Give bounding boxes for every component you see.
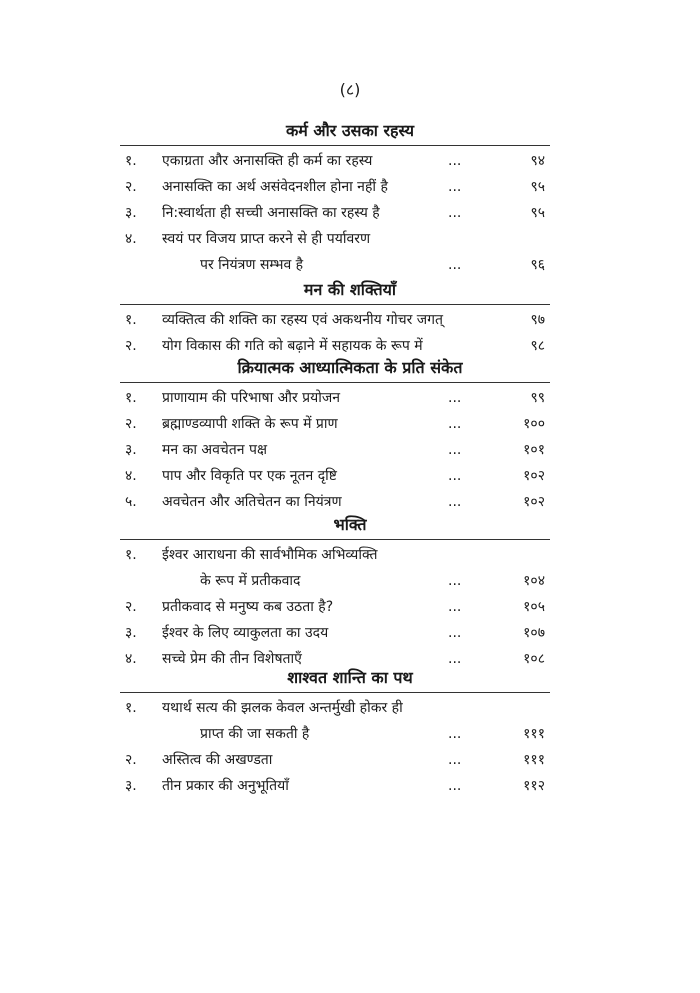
- entry-number: ३.: [125, 442, 137, 458]
- entry-page-number: १११: [523, 726, 545, 742]
- entry-title: नि:स्वार्थता ही सच्ची अनासक्ति का रहस्य है: [162, 205, 380, 221]
- entry-number: १.: [125, 312, 137, 328]
- toc-entry: [0, 542, 700, 568]
- toc-entry: [0, 200, 700, 226]
- toc-entry: [0, 411, 700, 437]
- toc-entry: [0, 148, 700, 174]
- entry-number: ४.: [125, 231, 137, 247]
- entry-leader-dots: ...: [448, 752, 462, 768]
- entry-page-number: ९५: [530, 179, 545, 195]
- entry-leader-dots: ...: [448, 416, 462, 432]
- entry-leader-dots: ...: [448, 205, 462, 221]
- entry-leader-dots: ...: [448, 442, 462, 458]
- entry-page-number: ११२: [523, 778, 545, 794]
- entry-page-number: १०४: [523, 573, 545, 589]
- toc-entry: [0, 385, 700, 411]
- toc-entry-continuation: [0, 568, 700, 594]
- section-divider: [120, 539, 550, 540]
- entry-title: योग विकास की गति को बढ़ाने में सहायक के रूप में: [162, 338, 423, 354]
- entry-leader-dots: ...: [448, 494, 462, 510]
- section-title: मन की शक्तियाँ: [303, 280, 397, 299]
- entry-number: १.: [125, 153, 137, 169]
- toc-entry: [0, 620, 700, 646]
- toc-entry: [0, 437, 700, 463]
- entry-leader-dots: ...: [448, 390, 462, 406]
- entry-title: स्वयं पर विजय प्राप्त करने से ही पर्यावरण: [162, 231, 371, 247]
- entry-number: १.: [125, 390, 137, 406]
- entry-leader-dots: ...: [448, 726, 462, 742]
- entry-title: व्यक्तित्व की शक्ति का रहस्य एवं अकथनीय गोचर जगत्: [162, 312, 444, 328]
- entry-page-number: १००: [523, 416, 545, 432]
- toc-section: [0, 665, 700, 799]
- toc-section: [0, 277, 700, 359]
- entry-page-number: ९७: [530, 312, 545, 328]
- section-title: भक्ति: [333, 515, 367, 534]
- entry-title: एकाग्रता और अनासक्ति ही कर्म का रहस्य: [162, 153, 373, 169]
- entry-page-number: ९९: [530, 390, 545, 406]
- entry-title: प्रतीकवाद से मनुष्य कब उठता है?: [162, 599, 334, 615]
- entry-title-continuation: प्राप्त की जा सकती है: [200, 726, 310, 742]
- entry-number: २.: [125, 752, 137, 768]
- section-divider: [120, 145, 550, 146]
- entry-title-continuation: पर नियंत्रण सम्भव है: [200, 257, 304, 273]
- toc-entry: [0, 747, 700, 773]
- entry-leader-dots: ...: [448, 468, 462, 484]
- entry-title: अनासक्ति का अर्थ असंवेदनशील होना नहीं है: [162, 179, 388, 195]
- entry-leader-dots: ...: [448, 573, 462, 589]
- entry-leader-dots: ...: [448, 153, 462, 169]
- entry-title: मन का अवचेतन पक्ष: [162, 442, 267, 458]
- entry-title: अवचेतन और अतिचेतन का नियंत्रण: [162, 494, 342, 510]
- section-divider: [120, 692, 550, 693]
- page-number: (८): [339, 80, 361, 99]
- entry-page-number: १०७: [523, 625, 545, 641]
- toc-entry: [0, 463, 700, 489]
- toc-entry-continuation: [0, 252, 700, 278]
- toc-entry: [0, 226, 700, 252]
- entry-number: १.: [125, 700, 137, 716]
- section-divider: [120, 382, 550, 383]
- entry-number: २.: [125, 599, 137, 615]
- entry-title: प्राणायाम की परिभाषा और प्रयोजन: [162, 390, 341, 406]
- entry-number: ५.: [125, 494, 137, 510]
- entry-page-number: ९६: [530, 257, 545, 273]
- entry-title: तीन प्रकार की अनुभूतियाँ: [162, 778, 289, 794]
- entry-page-number: १०२: [523, 494, 545, 510]
- toc-entry: [0, 773, 700, 799]
- toc-entry: [0, 174, 700, 200]
- entry-page-number: ९५: [530, 205, 545, 221]
- entry-page-number: ९८: [530, 338, 545, 354]
- toc-entry-continuation: [0, 721, 700, 747]
- entry-page-number: १०८: [523, 651, 545, 667]
- entry-number: ३.: [125, 625, 137, 641]
- toc-section: [0, 512, 700, 672]
- entry-number: १.: [125, 547, 137, 563]
- entry-title: सच्चे प्रेम की तीन विशेषताएँ: [162, 651, 302, 667]
- entry-number: ३.: [125, 205, 137, 221]
- entry-page-number: १११: [523, 752, 545, 768]
- entry-title: पाप और विकृति पर एक नूतन दृष्टि: [162, 468, 337, 484]
- section-title: क्रियात्मक आध्यात्मिकता के प्रति संकेत: [237, 358, 463, 377]
- entry-number: ४.: [125, 651, 137, 667]
- entry-leader-dots: ...: [448, 257, 462, 273]
- toc-entry: [0, 695, 700, 721]
- entry-page-number: १०१: [523, 442, 545, 458]
- section-divider: [120, 304, 550, 305]
- entry-page-number: ९४: [530, 153, 545, 169]
- entry-title: यथार्थ सत्य की झलक केवल अन्तर्मुखी होकर ही: [162, 700, 403, 716]
- entry-number: २.: [125, 179, 137, 195]
- entry-page-number: १०५: [523, 599, 545, 615]
- toc-section: [0, 118, 700, 278]
- toc-entry: [0, 594, 700, 620]
- entry-leader-dots: ...: [448, 599, 462, 615]
- entry-number: २.: [125, 416, 137, 432]
- entry-leader-dots: ...: [448, 778, 462, 794]
- entry-leader-dots: ...: [448, 651, 462, 667]
- entry-leader-dots: ...: [448, 625, 462, 641]
- entry-title: अस्तित्व की अखण्डता: [162, 752, 273, 768]
- entry-number: ४.: [125, 468, 137, 484]
- toc-entry: [0, 307, 700, 333]
- entry-number: ३.: [125, 778, 137, 794]
- entry-title: ईश्वर के लिए व्याकुलता का उदय: [162, 625, 329, 641]
- entry-number: २.: [125, 338, 137, 354]
- entry-title-continuation: के रूप में प्रतीकवाद: [200, 573, 301, 589]
- entry-title: ईश्वर आराधना की सार्वभौमिक अभिव्यक्ति: [162, 547, 378, 563]
- section-title: कर्म और उसका रहस्य: [285, 121, 415, 140]
- section-title: शाश्वत शान्ति का पथ: [287, 668, 413, 687]
- toc-section: [0, 355, 700, 515]
- entry-leader-dots: ...: [448, 179, 462, 195]
- entry-page-number: १०२: [523, 468, 545, 484]
- entry-title: ब्रह्माण्डव्यापी शक्ति के रूप में प्राण: [162, 416, 338, 432]
